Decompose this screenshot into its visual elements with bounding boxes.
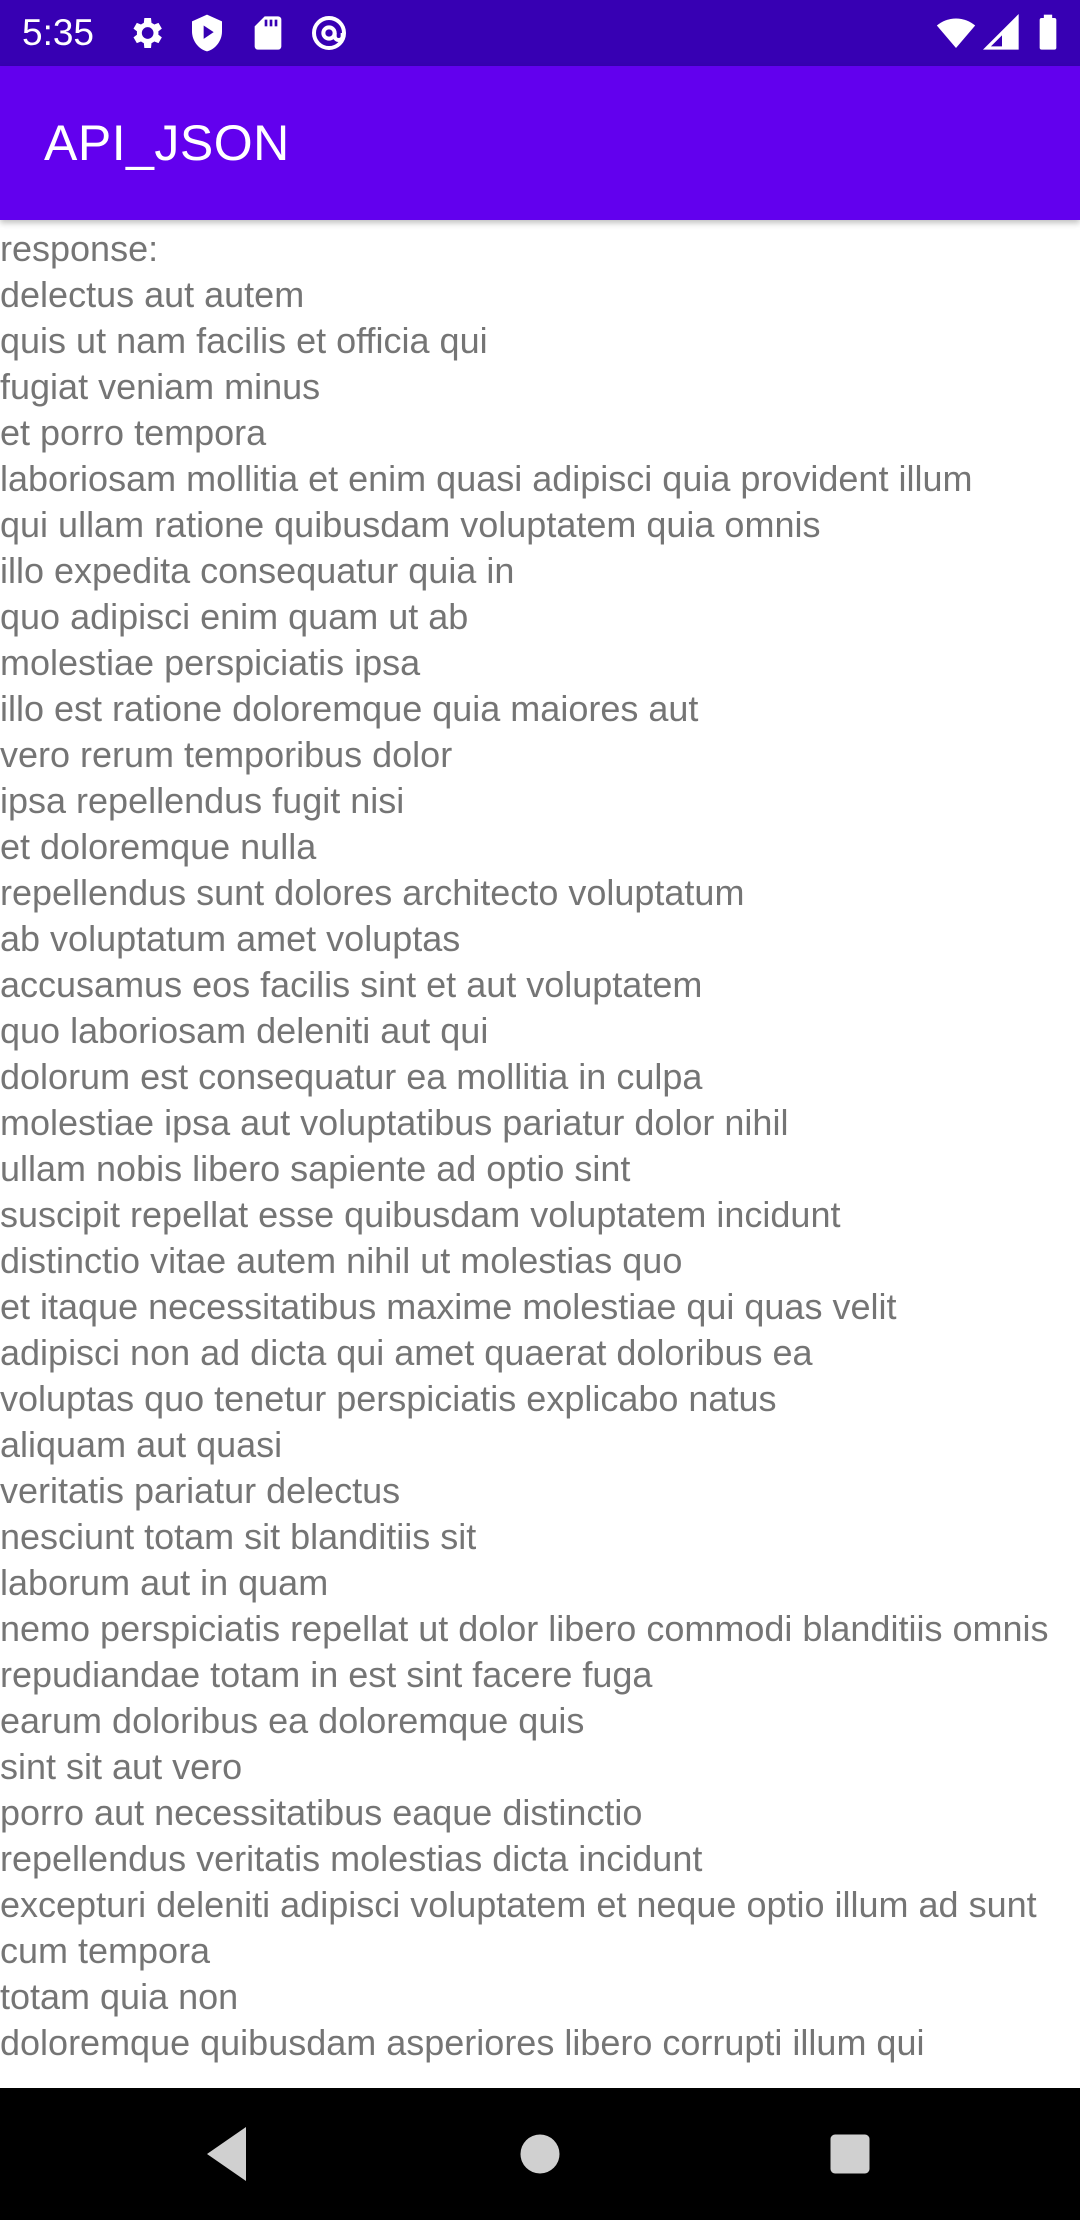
response-text: response: delectus aut autem quis ut nam facilis et officia qui fugiat veniam minus et porro tempora laboriosam mollitia et enim quasi adipisci quia provident illum qui ullam ratione quibusdam voluptatem quia omnis illo expedita consequatur quia in quo adipisci enim quam ut ab molestiae perspiciatis ipsa illo est ratione doloremque quia maiores aut vero rerum temporibus dolor ipsa repellendus fugit nisi et doloremque nulla repellendus sunt dolores architecto voluptatum ab voluptatum amet voluptas accusamus eos facilis sint et aut voluptatem quo laboriosam deleniti aut qui dolorum est consequatur ea mollitia in culpa molestiae ipsa aut voluptatibus pariatur dolor nihil ullam nobis libero sapiente ad optio sint suscipit repellat esse quibusdam voluptatem incidunt distinctio vitae autem nihil ut molestias quo et itaque necessitatibus maxime molestiae qui quas velit adipisci non ad dicta qui amet quaerat doloribus ea voluptas quo tenetur perspiciatis explicabo natus aliquam aut quasi veritatis pariatur delectus nesciunt totam sit blanditiis sit laborum aut in quam nemo perspiciatis repellat ut dolor libero commodi blanditiis omnis repudiandae totam in est sint facere fuga earum doloribus ea doloremque quis sint sit aut vero porro aut necessitatibus eaque distinctio repellendus veritatis molestias dicta incidunt excepturi deleniti adipisci voluptatem et neque optio illum ad sunt cum tempora totam quia non doloremque quibusdam asperiores libero corrupti illum qui <box>0 228 1049 2063</box>
sd-card-icon <box>248 13 288 53</box>
shield-play-icon <box>187 13 227 53</box>
signal-icon <box>982 13 1022 53</box>
status-bar <box>0 0 1080 66</box>
recents-icon[interactable] <box>814 2118 886 2190</box>
wifi-icon <box>936 13 976 53</box>
settings-icon <box>126 13 166 53</box>
app-bar <box>0 66 1080 220</box>
status-time: 5:35 <box>22 12 95 53</box>
content-area[interactable] <box>0 220 1080 2088</box>
battery-icon <box>1028 13 1068 53</box>
app-title: API_JSON <box>44 115 290 171</box>
at-sign-icon <box>309 13 349 53</box>
back-icon[interactable] <box>192 2118 264 2190</box>
navigation-bar <box>0 2088 1080 2220</box>
home-icon[interactable] <box>504 2118 576 2190</box>
